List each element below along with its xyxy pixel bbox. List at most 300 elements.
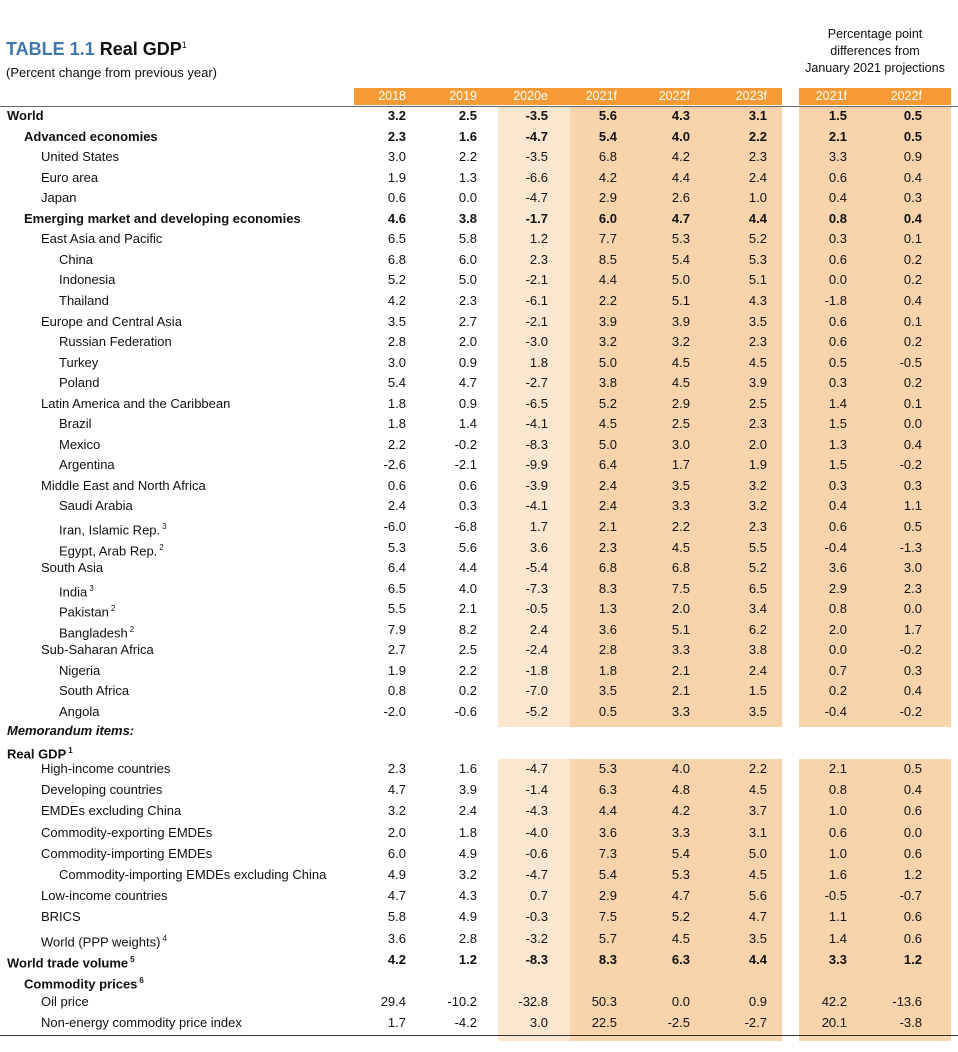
value-cell: 5.8 [458,231,477,247]
pp-header-line: Percentage point [827,27,923,41]
value-cell: 5.2 [748,231,767,247]
pp-value-cell: 1.0 [828,845,847,861]
value-cell: 2.0 [387,824,406,840]
pp-header-bar [799,88,951,105]
value-cell: 0.6 [387,477,406,493]
pp-value-cell: 0.8 [828,601,847,617]
pp-value-cell: 0.4 [903,782,922,798]
pp-value-cell: 3.6 [828,560,847,576]
value-cell: 1.8 [458,824,477,840]
pp-value-cell: 1.6 [828,867,847,882]
row-label-text: Angola [59,703,100,719]
value-cell: 6.5 [387,580,406,596]
value-cell: 2.3 [748,519,767,534]
value-cell: 3.7 [748,803,767,819]
row-label-text: World [7,108,44,123]
pp-value-cell: -0.7 [899,888,922,904]
row-label-text: South Asia [41,560,104,576]
value-cell: 5.4 [671,251,690,267]
pp-value-cell: 0.0 [828,642,847,658]
value-cell: 1.5 [748,683,767,699]
row-label-text: Pakistan [59,604,109,620]
row-label-text: Iran, Islamic Rep. [59,522,161,538]
memorandum-heading-text: Memorandum items: [7,722,135,738]
value-cell: 6.4 [598,457,617,473]
value-cell: 4.3 [748,292,767,308]
footnote-marker: 1 [68,746,73,755]
value-cell: 2.7 [458,313,477,329]
row-label-text: Poland [59,375,100,391]
table-title-block [6,34,217,80]
value-cell: 2.9 [598,190,617,206]
value-cell: 3.6 [598,621,617,637]
value-cell: -2.1 [454,457,477,473]
value-cell: -8.3 [525,951,548,967]
value-cell: 1.0 [748,190,767,206]
value-cell: -3.5 [525,108,548,123]
header-rule [0,106,958,107]
value-cell: 5.0 [458,272,477,288]
value-cell: 5.6 [458,539,477,555]
pp-value-cell: 0.4 [828,498,847,514]
value-cell: -4.7 [525,128,548,144]
value-cell: 5.5 [387,601,406,617]
value-cell: 2.1 [671,683,690,699]
pp-value-cell: 0.4 [903,683,922,699]
row-label [59,540,164,559]
value-cell: 7.3 [598,845,617,861]
row-label-text: Thailand [59,292,109,308]
value-cell: -5.4 [525,560,548,576]
value-cell: 4.2 [671,149,690,165]
value-cell: 0.5 [598,703,617,719]
value-cell: 4.4 [598,803,617,819]
value-cell: 1.9 [748,457,767,473]
value-cell: 4.7 [671,888,690,904]
row-label [41,190,76,206]
pp-value-cell: 0.2 [903,334,922,350]
title-footnote-marker: 1 [181,40,187,50]
value-cell: 4.5 [671,539,690,555]
value-cell: 5.2 [671,909,690,925]
pp-value-cell: 1.1 [903,498,922,514]
pp-value-cell: 0.4 [903,210,922,226]
row-label [41,994,89,1010]
pp-header-line: differences from [830,44,920,58]
row-label [41,782,162,798]
value-cell: -6.6 [525,169,548,185]
pp-value-cell: 20.1 [821,1015,847,1031]
value-cell: 1.2 [529,231,548,247]
value-cell: 2.5 [671,416,690,432]
value-cell: 3.1 [748,824,767,840]
footnote-marker: 4 [162,933,167,943]
value-cell: 2.3 [387,128,406,144]
year-header-bar [354,88,782,105]
row-label-text: Nigeria [59,662,101,678]
pp-value-cell: 3.3 [828,149,847,165]
row-label [41,931,167,950]
value-cell: 3.2 [598,334,617,350]
value-cell: 3.1 [748,108,767,123]
value-cell: 4.5 [748,782,767,798]
value-cell: 4.3 [671,108,690,123]
pp-value-cell: 0.0 [903,601,922,617]
value-cell: 6.5 [387,231,406,247]
value-cell: 3.2 [748,498,767,514]
value-cell: 4.9 [387,867,406,882]
value-cell: 2.9 [671,395,690,411]
value-cell: 4.9 [458,845,477,861]
value-cell: -8.3 [525,436,548,452]
pp-value-cell: 0.2 [903,272,922,288]
pp-value-cell: 0.6 [828,334,847,350]
value-cell: 2.8 [598,642,617,658]
row-label-text: Argentina [59,457,115,473]
value-cell: 5.8 [387,909,406,925]
row-label [41,149,119,165]
value-cell: 4.7 [387,782,406,798]
value-cell: 0.8 [387,683,406,699]
row-label [59,293,109,309]
value-cell: -3.5 [525,149,548,165]
pp-value-cell: 0.0 [903,824,922,840]
value-cell: 2.5 [748,395,767,411]
pp-value-cell: -0.5 [824,888,847,904]
pp-differences-header [792,26,958,77]
row-label [59,498,133,514]
value-cell: 8.3 [598,951,617,967]
pp-value-cell: 0.5 [828,354,847,370]
pp-value-cell: 1.0 [828,803,847,819]
value-cell: 5.4 [598,867,617,882]
value-cell: 0.0 [458,190,477,206]
value-cell: 3.4 [748,601,767,617]
pp-value-cell: 0.6 [828,169,847,185]
value-cell: 4.0 [458,580,477,596]
value-cell: 1.9 [387,169,406,185]
value-cell: 4.4 [598,272,617,288]
value-cell: 0.6 [387,190,406,206]
pp-value-cell: 0.0 [828,272,847,288]
value-cell: -2.5 [667,1015,690,1031]
value-cell: 5.2 [598,395,617,411]
value-cell: 1.9 [387,662,406,678]
row-label-text: Latin America and the Caribbean [41,395,231,411]
value-cell: 1.4 [458,416,477,432]
value-cell: -4.0 [525,824,548,840]
value-cell: 2.3 [529,251,548,267]
value-cell: 3.0 [529,1015,548,1031]
value-cell: 5.5 [748,539,767,555]
pp-value-cell: 2.9 [828,580,847,596]
pp-value-cell: 0.3 [903,662,922,678]
value-cell: -4.7 [525,190,548,206]
row-label [41,642,154,658]
footnote-marker: 3 [89,583,94,593]
value-cell: 3.8 [598,375,617,391]
value-cell: 0.9 [748,994,767,1010]
pp-value-cell: 0.6 [828,251,847,267]
value-cell: -0.2 [454,436,477,452]
pp-value-cell: 0.3 [828,477,847,493]
row-label [41,803,181,819]
value-cell: 5.0 [598,354,617,370]
table-name: Real GDP [99,39,182,59]
pp-value-cell: 0.3 [828,375,847,391]
value-cell: -3.2 [525,930,548,946]
value-cell: 2.4 [598,498,617,514]
value-cell: 0.0 [671,994,690,1010]
column-header: 2022f [658,89,690,103]
value-cell: 4.7 [671,210,690,226]
row-label [59,867,326,883]
value-cell: 0.2 [458,683,477,699]
row-label-text: Russian Federation [59,334,172,350]
pp-value-cell: -1.3 [899,539,922,555]
value-cell: -6.0 [383,519,406,534]
column-header: 2018 [378,89,406,103]
value-cell: 5.3 [598,761,617,776]
footnote-marker: 2 [110,604,116,614]
value-cell: -6.5 [525,395,548,411]
value-cell: 0.9 [458,395,477,411]
pp-value-cell: 0.6 [903,930,922,946]
value-cell: -7.3 [525,580,548,596]
value-cell: -0.6 [525,845,548,861]
row-label-text: Bangladesh [59,625,128,641]
value-cell: 4.5 [748,354,767,370]
row-label [59,601,115,620]
value-cell: -1.8 [525,662,548,678]
value-cell: -2.6 [383,457,406,473]
value-cell: -3.0 [525,334,548,350]
value-cell: 2.3 [458,292,477,308]
pp-value-cell: 0.6 [903,803,922,819]
value-cell: 2.3 [748,334,767,350]
pp-value-cell: 0.6 [828,824,847,840]
value-cell: 4.4 [748,210,767,226]
row-label-text: Sub-Saharan Africa [41,642,154,658]
value-cell: -2.7 [744,1015,767,1031]
value-cell: 2.3 [598,539,617,555]
value-cell: 3.3 [671,642,690,658]
value-cell: 2.7 [387,642,406,658]
pp-value-cell: 1.2 [903,951,922,967]
value-cell: 2.2 [598,292,617,308]
row-label-text: Non-energy commodity price index [41,1015,242,1031]
pp-value-cell: -0.2 [899,457,922,473]
value-cell: -4.3 [525,803,548,819]
row-label [41,846,212,862]
row-label-text: Commodity-importing EMDEs excluding China [59,867,327,882]
pp-value-cell: 0.9 [903,149,922,165]
footnote-marker: 2 [159,542,164,552]
pp-value-cell: 0.5 [903,519,922,534]
value-cell: 3.2 [748,477,767,493]
value-cell: 3.8 [458,210,477,226]
row-label-text: Middle East and North Africa [41,477,206,493]
row-label [7,108,44,124]
row-label-text: Europe and Central Asia [41,313,182,329]
row-label [59,437,100,453]
value-cell: -10.2 [447,994,477,1010]
pp-value-cell: 0.6 [903,909,922,925]
row-label [59,519,167,538]
row-label-text: World trade volume [7,955,129,971]
value-cell: 3.2 [387,108,406,123]
value-cell: 2.8 [387,334,406,350]
pp-value-cell: 0.3 [903,477,922,493]
value-cell: 7.5 [671,580,690,596]
pp-value-cell: -0.4 [824,539,847,555]
row-label [59,355,98,371]
pp-value-cell: -0.2 [899,642,922,658]
value-cell: -4.1 [525,498,548,514]
row-label-text: Euro area [41,169,99,185]
pp-value-cell: 0.4 [828,190,847,206]
row-label-text: Egypt, Arab Rep. [59,542,158,558]
value-cell: -32.8 [518,994,548,1010]
pp-value-cell: 0.5 [903,761,922,776]
value-cell: 4.7 [458,375,477,391]
row-label-text: High-income countries [41,761,171,776]
value-cell: 3.3 [671,703,690,719]
value-cell: 2.0 [458,334,477,350]
value-cell: 2.3 [387,761,406,776]
row-label [41,231,162,247]
value-cell: 5.1 [748,272,767,288]
value-cell: 1.8 [387,395,406,411]
row-label-text: India [59,583,88,599]
row-label [41,396,230,412]
value-cell: 0.6 [458,477,477,493]
pp-value-cell: 0.6 [828,519,847,534]
pp-value-cell: 2.3 [903,580,922,596]
row-label [59,272,115,288]
value-cell: 2.9 [598,888,617,904]
value-cell: 2.4 [598,477,617,493]
value-cell: 1.6 [458,761,477,776]
value-cell: 3.9 [598,313,617,329]
value-cell: 7.7 [598,231,617,247]
value-cell: 1.7 [387,1015,406,1031]
value-cell: -2.4 [525,642,548,658]
value-cell: 4.2 [387,951,406,967]
value-cell: 2.3 [748,149,767,165]
value-cell: 6.0 [598,210,617,226]
value-cell: 5.1 [671,621,690,637]
value-cell: 3.2 [458,867,477,882]
pp-value-cell: 2.1 [828,128,847,144]
value-cell: -6.1 [525,292,548,308]
value-cell: 4.4 [671,169,690,185]
pp-value-cell: 0.4 [903,436,922,452]
value-cell: 2.1 [458,601,477,617]
pp-value-cell: 0.3 [828,231,847,247]
pp-value-cell: 0.4 [903,292,922,308]
value-cell: 4.7 [387,888,406,904]
value-cell: 3.3 [671,498,690,514]
value-cell: 3.8 [748,642,767,658]
row-label-text: Oil price [41,994,89,1010]
row-label-text: Japan [41,190,77,206]
value-cell: 0.3 [458,498,477,514]
pp-value-cell: -0.4 [824,703,847,719]
value-cell: 6.8 [598,560,617,576]
column-header: 2023f [735,89,767,103]
pp-value-cell: -1.8 [824,292,847,308]
value-cell: 3.5 [748,313,767,329]
row-label [41,560,103,576]
value-cell: -2.1 [525,272,548,288]
pp-value-cell: 0.3 [903,190,922,206]
value-cell: 1.6 [458,128,477,144]
row-label [59,622,134,641]
value-cell: 22.5 [591,1015,617,1031]
value-cell: 0.7 [529,888,548,904]
pp-column-header: 2022f [890,89,922,103]
value-cell: 5.3 [671,867,690,882]
pp-value-cell: 1.7 [903,621,922,637]
value-cell: -0.5 [525,601,548,617]
value-cell: 5.2 [387,272,406,288]
value-cell: 5.6 [748,888,767,904]
pp-value-cell: -0.5 [899,354,922,370]
row-label-text: Emerging market and developing economies [24,210,301,226]
value-cell: 2.0 [671,601,690,617]
value-cell: -3.9 [525,477,548,493]
value-cell: 8.2 [458,621,477,637]
value-cell: 2.4 [387,498,406,514]
value-cell: 3.5 [387,313,406,329]
value-cell: 1.2 [458,951,477,967]
value-cell: 1.8 [598,662,617,678]
value-cell: 3.6 [598,824,617,840]
value-cell: 1.7 [671,457,690,473]
row-label [41,825,212,841]
row-label-text: China [59,251,93,267]
value-cell: -1.4 [525,782,548,798]
value-cell: -7.0 [525,683,548,699]
value-cell: 2.8 [458,930,477,946]
value-cell: 3.5 [748,703,767,719]
value-cell: -2.7 [525,375,548,391]
value-cell: 2.2 [458,662,477,678]
row-label-text: Saudi Arabia [59,498,133,514]
row-label-text: Commodity prices [24,976,138,992]
row-label [41,888,167,904]
row-label-text: Commodity-exporting EMDEs [41,824,213,840]
value-cell: 2.4 [748,169,767,185]
value-cell: 5.3 [671,231,690,247]
row-label [24,211,301,227]
row-label [59,416,92,432]
value-cell: 4.2 [671,803,690,819]
value-cell: 2.2 [748,761,767,776]
row-label-text: Mexico [59,436,101,452]
value-cell: 5.3 [748,251,767,267]
pp-value-cell: 1.4 [828,395,847,411]
pp-column-header: 2021f [815,89,847,103]
value-cell: 1.8 [529,354,548,370]
row-label-text: Indonesia [59,272,116,288]
value-cell: -6.8 [454,519,477,534]
memorandum-subheading-text: Real GDP [7,746,67,762]
value-cell: 3.6 [529,539,548,555]
value-cell: 2.0 [748,436,767,452]
row-label [7,952,135,971]
